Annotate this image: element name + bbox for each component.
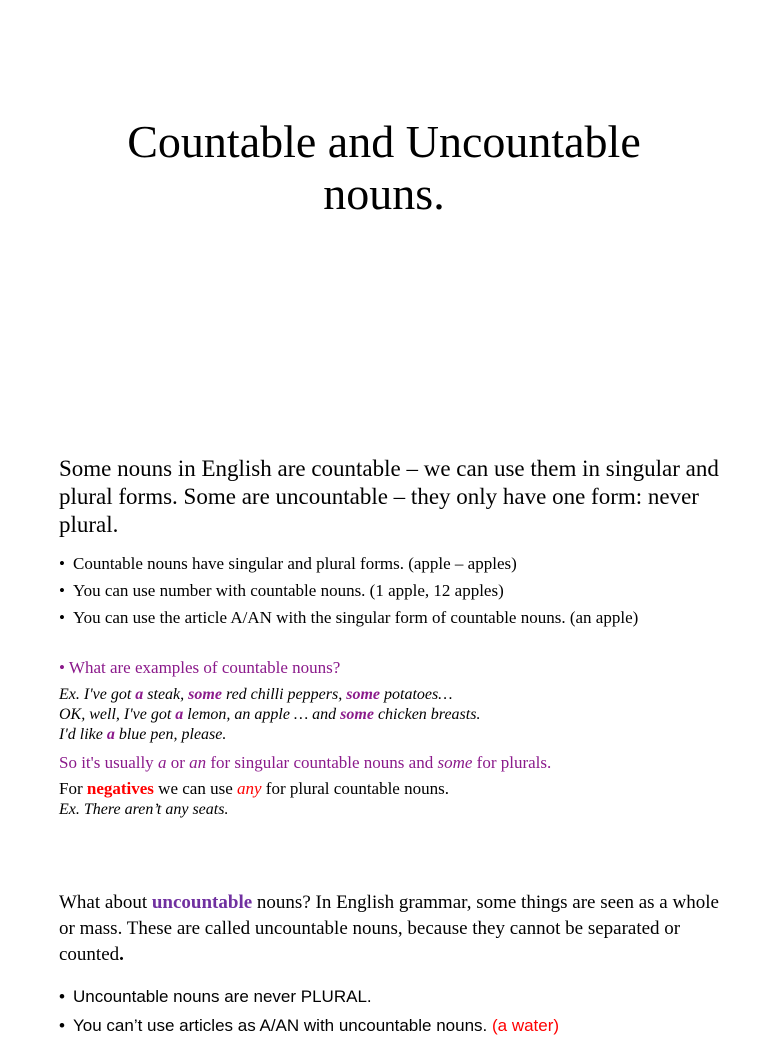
- negatives-text: for plural countable nouns.: [261, 779, 449, 798]
- intro-paragraph: Some nouns in English are countable – we can use them in singular and plural forms. Some are uncountable – they only have one form: never plural.: [59, 456, 719, 537]
- example-text: chicken breasts.: [373, 706, 481, 723]
- title-line-2: nouns.: [323, 168, 445, 219]
- bullet-text: Uncountable nouns are never PLURAL.: [73, 987, 372, 1006]
- title-line-1: Countable and Uncountable: [127, 116, 641, 167]
- bullet-icon: •: [59, 608, 65, 627]
- example-text: red chilli peppers,: [221, 686, 347, 703]
- summary-line: [59, 752, 551, 774]
- example-text: lemon, an apple … and: [183, 706, 341, 723]
- example-keyword: a: [135, 686, 144, 703]
- negatives-line: [59, 779, 449, 799]
- examples-block: [59, 685, 480, 745]
- example-text: blue pen, please.: [114, 726, 227, 743]
- countable-rules-list: [59, 550, 759, 631]
- example-line-3: [59, 725, 480, 745]
- uncountable-period: .: [119, 944, 124, 965]
- example-keyword: a: [106, 726, 115, 743]
- examples-question: [59, 657, 340, 679]
- any-keyword: any: [237, 779, 262, 798]
- uncountable-keyword: uncountable: [151, 892, 253, 913]
- example-keyword: some: [340, 706, 374, 723]
- bullet-icon: •: [59, 581, 65, 600]
- list-item: [59, 577, 759, 604]
- summary-keyword: an: [189, 753, 207, 772]
- example-keyword: some: [346, 686, 380, 703]
- list-item: [59, 1011, 559, 1040]
- summary-text: for plurals.: [472, 753, 552, 772]
- summary-text: for singular countable nouns and: [206, 753, 438, 772]
- example-text: I'd like: [59, 726, 107, 743]
- list-item: [59, 550, 759, 577]
- negatives-text: we can use: [153, 779, 237, 798]
- example-keyword: a: [175, 706, 184, 723]
- example-text: Ex. I've got: [59, 686, 136, 703]
- summary-text: or: [166, 753, 190, 772]
- bullet-text: You can use number with countable nouns. (1 apple, 12 apples): [73, 581, 504, 600]
- bullet-text: You can use the article A/AN with the singular form of countable nouns. (an apple): [73, 608, 639, 627]
- example-line-1: [59, 685, 480, 705]
- negatives-text: For: [59, 779, 87, 798]
- list-item: [59, 604, 759, 631]
- uncountable-text: What about: [59, 892, 152, 913]
- negatives-keyword: negatives: [86, 779, 154, 798]
- question-text: What are examples of countable nouns?: [68, 658, 341, 677]
- list-item: [59, 982, 559, 1011]
- bullet-example: (a water): [491, 1016, 560, 1035]
- example-line-2: [59, 705, 480, 725]
- bullet-icon: •: [59, 658, 65, 677]
- uncountable-text: nouns? In English grammar, some things are seen as a whole or mass. These are called uncountable nouns, because they cannot be separated or counted: [59, 892, 719, 965]
- bullet-text: You can’t use articles as A/AN with uncountable nouns.: [73, 1016, 488, 1035]
- negatives-example: Ex. There aren’t any seats.: [59, 801, 229, 818]
- example-text: OK, well, I've got: [59, 706, 176, 723]
- bullet-icon: •: [59, 1016, 65, 1035]
- bullet-text: Countable nouns have singular and plural forms. (apple – apples): [73, 554, 517, 573]
- bullet-icon: •: [59, 987, 65, 1006]
- example-keyword: some: [188, 686, 222, 703]
- page-title: [0, 116, 768, 220]
- example-text: potatoes…: [380, 686, 453, 703]
- summary-text: So it's usually: [59, 753, 158, 772]
- example-text: steak,: [143, 686, 189, 703]
- uncountable-paragraph: [59, 890, 739, 968]
- summary-keyword: some: [437, 753, 473, 772]
- bullet-icon: •: [59, 554, 65, 573]
- uncountable-rules-list: [59, 982, 559, 1040]
- summary-keyword: a: [157, 753, 167, 772]
